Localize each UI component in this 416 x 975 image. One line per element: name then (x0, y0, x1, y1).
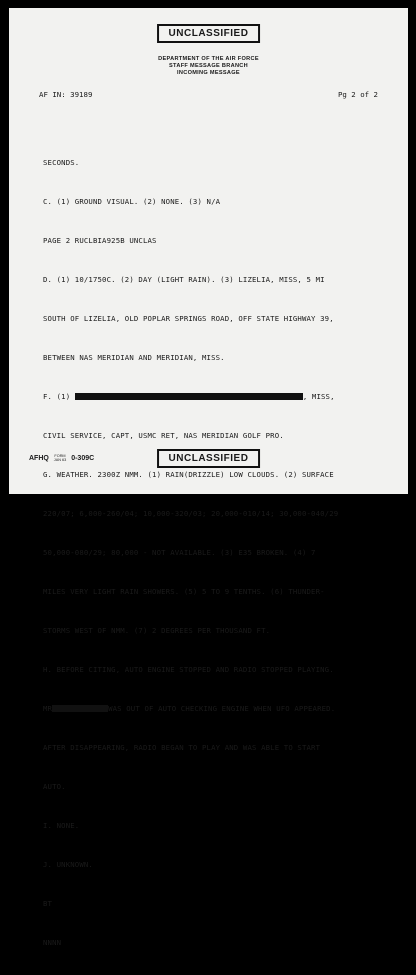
body-line (43, 390, 388, 403)
form-date: JAN 63 (53, 458, 67, 462)
form-word: FORM (54, 454, 66, 458)
body-line: 220/07; 6,000-260/04; 10,000-320/03; 20,000-010/14; 30,000-040/29 (43, 509, 339, 518)
form-number: 0-309C (71, 454, 95, 462)
classification-marking-top: UNCLASSIFIED (157, 24, 261, 43)
form-prefix: AFHQ (29, 454, 49, 462)
page-number: Pg 2 of 2 (337, 90, 378, 99)
message-body (43, 130, 388, 975)
body-line-end: , MISS, (302, 392, 335, 401)
header-branch: STAFF MESSAGE BRANCH (169, 63, 248, 69)
body-line (43, 702, 388, 715)
body-line: I. NONE. (43, 821, 80, 830)
body-line: C. (1) GROUND VISUAL. (2) NONE. (3) N/A (43, 197, 221, 206)
body-line: H. BEFORE CITING, AUTO ENGINE STOPPED AND RADIO STOPPED PLAYING. (43, 665, 334, 674)
body-line: AUTO. (43, 782, 66, 791)
redaction-bar (75, 393, 303, 400)
body-line-end: WAS OUT OF AUTO CHECKING ENGINE WHEN UFO APPEARED. (108, 704, 336, 713)
body-line: AFTER DISAPPEARING, RADIO BEGAN TO PLAY AND WAS ABLE TO START (43, 743, 321, 752)
body-line: BETWEEN NAS MERIDIAN AND MERIDIAN, MISS. (43, 353, 225, 362)
body-line: G. WEATHER. 2300Z NMM. (1) RAIN(DRIZZLE) LOW CLOUDS. (2) SURFACE (43, 470, 334, 479)
body-line: MILES VERY LIGHT RAIN SHOWERS. (5) 5 TO 9 TENTHS. (6) THUNDER- (43, 587, 325, 596)
body-line: CIVIL SERVICE, CAPT, USMC RET, NAS MERIDIAN GOLF PRO. (43, 431, 284, 440)
body-line-start: F. (1) (43, 392, 71, 401)
form-identifier (29, 454, 94, 462)
body-line: J. UNKNOWN. (43, 860, 93, 869)
body-line: BT (43, 899, 53, 908)
body-line: NNNN (43, 938, 62, 947)
message-page (9, 8, 408, 947)
body-line: 50,000-080/29; 80,000 - NOT AVAILABLE. (3) E35 BROKEN. (4) 7 (43, 548, 316, 557)
body-line: STORMS WEST OF NMM. (7) 2 DEGREES PER THOUSAND FT. (43, 626, 271, 635)
header-department: DEPARTMENT OF THE AIR FORCE (158, 56, 259, 62)
body-line: SECONDS. (43, 158, 80, 167)
body-line: PAGE 2 RUCLBIA925B UNCLAS (43, 236, 157, 245)
body-line: SOUTH OF LIZELIA, OLD POPLAR SPRINGS ROAD, OFF STATE HIGHWAY 39, (43, 314, 334, 323)
in-number: AF IN: 39189 (39, 90, 93, 99)
header-message-type: INCOMING MESSAGE (177, 70, 240, 76)
body-line: D. (1) 10/1750C. (2) DAY (LIGHT RAIN). (3) LIZELIA, MISS, 5 MI (43, 275, 325, 284)
message-header (9, 56, 408, 77)
classification-marking-bottom: UNCLASSIFIED (157, 449, 261, 468)
redaction-bar (52, 705, 108, 712)
body-line-start: MR (43, 704, 53, 713)
